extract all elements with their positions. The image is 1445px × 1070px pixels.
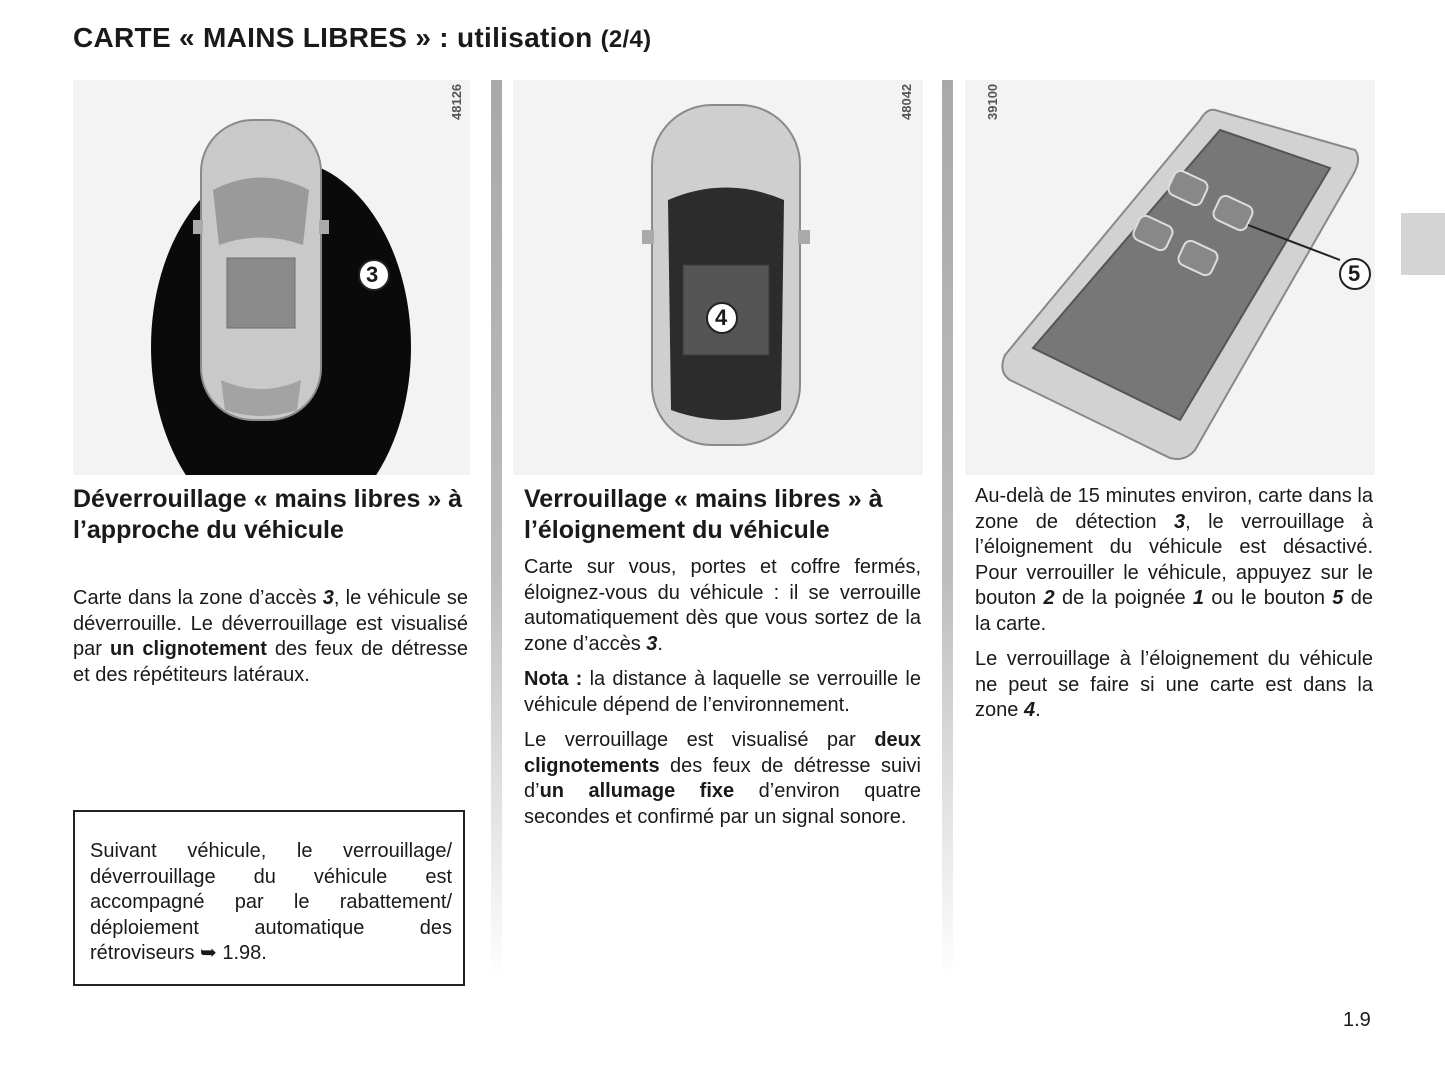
page-title [73,22,651,54]
page-number: 1.9 [1343,1009,1371,1031]
col2-paragraph-2: Nota : la distance à laquelle se verrouille le véhicule dépend de l’environnement. [524,668,921,716]
note-box-mirrors [73,810,465,986]
figure-id-1: 48126 [449,83,464,120]
col2-heading: Verrouillage « mains libres » à l’éloignement du véhicule [524,485,883,544]
car-top-view-zone4 [513,80,923,475]
key-card-illustration [965,80,1375,475]
callout-5: 5 [1348,261,1361,286]
figure-access-zone [73,80,470,475]
title-page-ref: (2/4) [600,26,652,53]
column-separator-2 [942,80,953,980]
callout-4: 4 [715,305,728,330]
col1-body [73,586,468,698]
arrow-ref-icon: ➥ [200,942,217,964]
note-text: Suivant véhicule, le verrouillage/ déverrouillage du véhicule est accompagné par le rabattement/ déploiement automatique des rétroviseurs ➥ 1.98. [90,840,452,964]
col2-paragraph-1: Carte sur vous, portes et coffre fermés, éloignez-vous du véhicule : il se verrouille automatiquement dès que vous sortez de la zone d’accès 3. [524,556,921,655]
figure-id-3: 39100 [985,83,1000,120]
col3-paragraph-1: Au-delà de 15 minutes environ, carte dans la zone de détection 3, le verrouillage à l’éloignement du véhicule est désactivé. Pour verrouiller le véhicule, appuyez sur le bouton 2 de la poignée 1 ou le bouton 5 de la carte. [975,485,1373,635]
col2-paragraph-3: Le verrouillage est visualisé par deux clignotements des feux de détresse suivi d’un allumage fixe d’environ quatre secondes et confirmé par un signal sonore. [524,729,921,828]
callout-3: 3 [366,262,379,287]
figure-zone-4 [513,80,923,475]
col3-body [975,484,1373,734]
col2-body [524,555,921,840]
figure-id-2: 48042 [899,83,914,120]
car-top-view-zone3 [73,80,470,475]
column-separator-1 [491,80,502,980]
col3-paragraph-2: Le verrouillage à l’éloignement du véhicule ne peut se faire si une carte est dans la zone 4. [975,648,1373,721]
figure-key-card [965,80,1375,475]
title-text: CARTE « MAINS LIBRES » : utilisation [73,22,593,53]
col1-paragraph-1: Carte dans la zone d’accès 3, le véhicule se déverrouille. Le déverrouillage est visualisé par un clignotement des feux de détresse et des répétiteurs latéraux. [73,587,469,686]
col1-heading: Déverrouillage « mains libres » à l’approche du véhicule [73,485,463,544]
chapter-tab [1401,213,1445,275]
car-icon [193,120,329,420]
